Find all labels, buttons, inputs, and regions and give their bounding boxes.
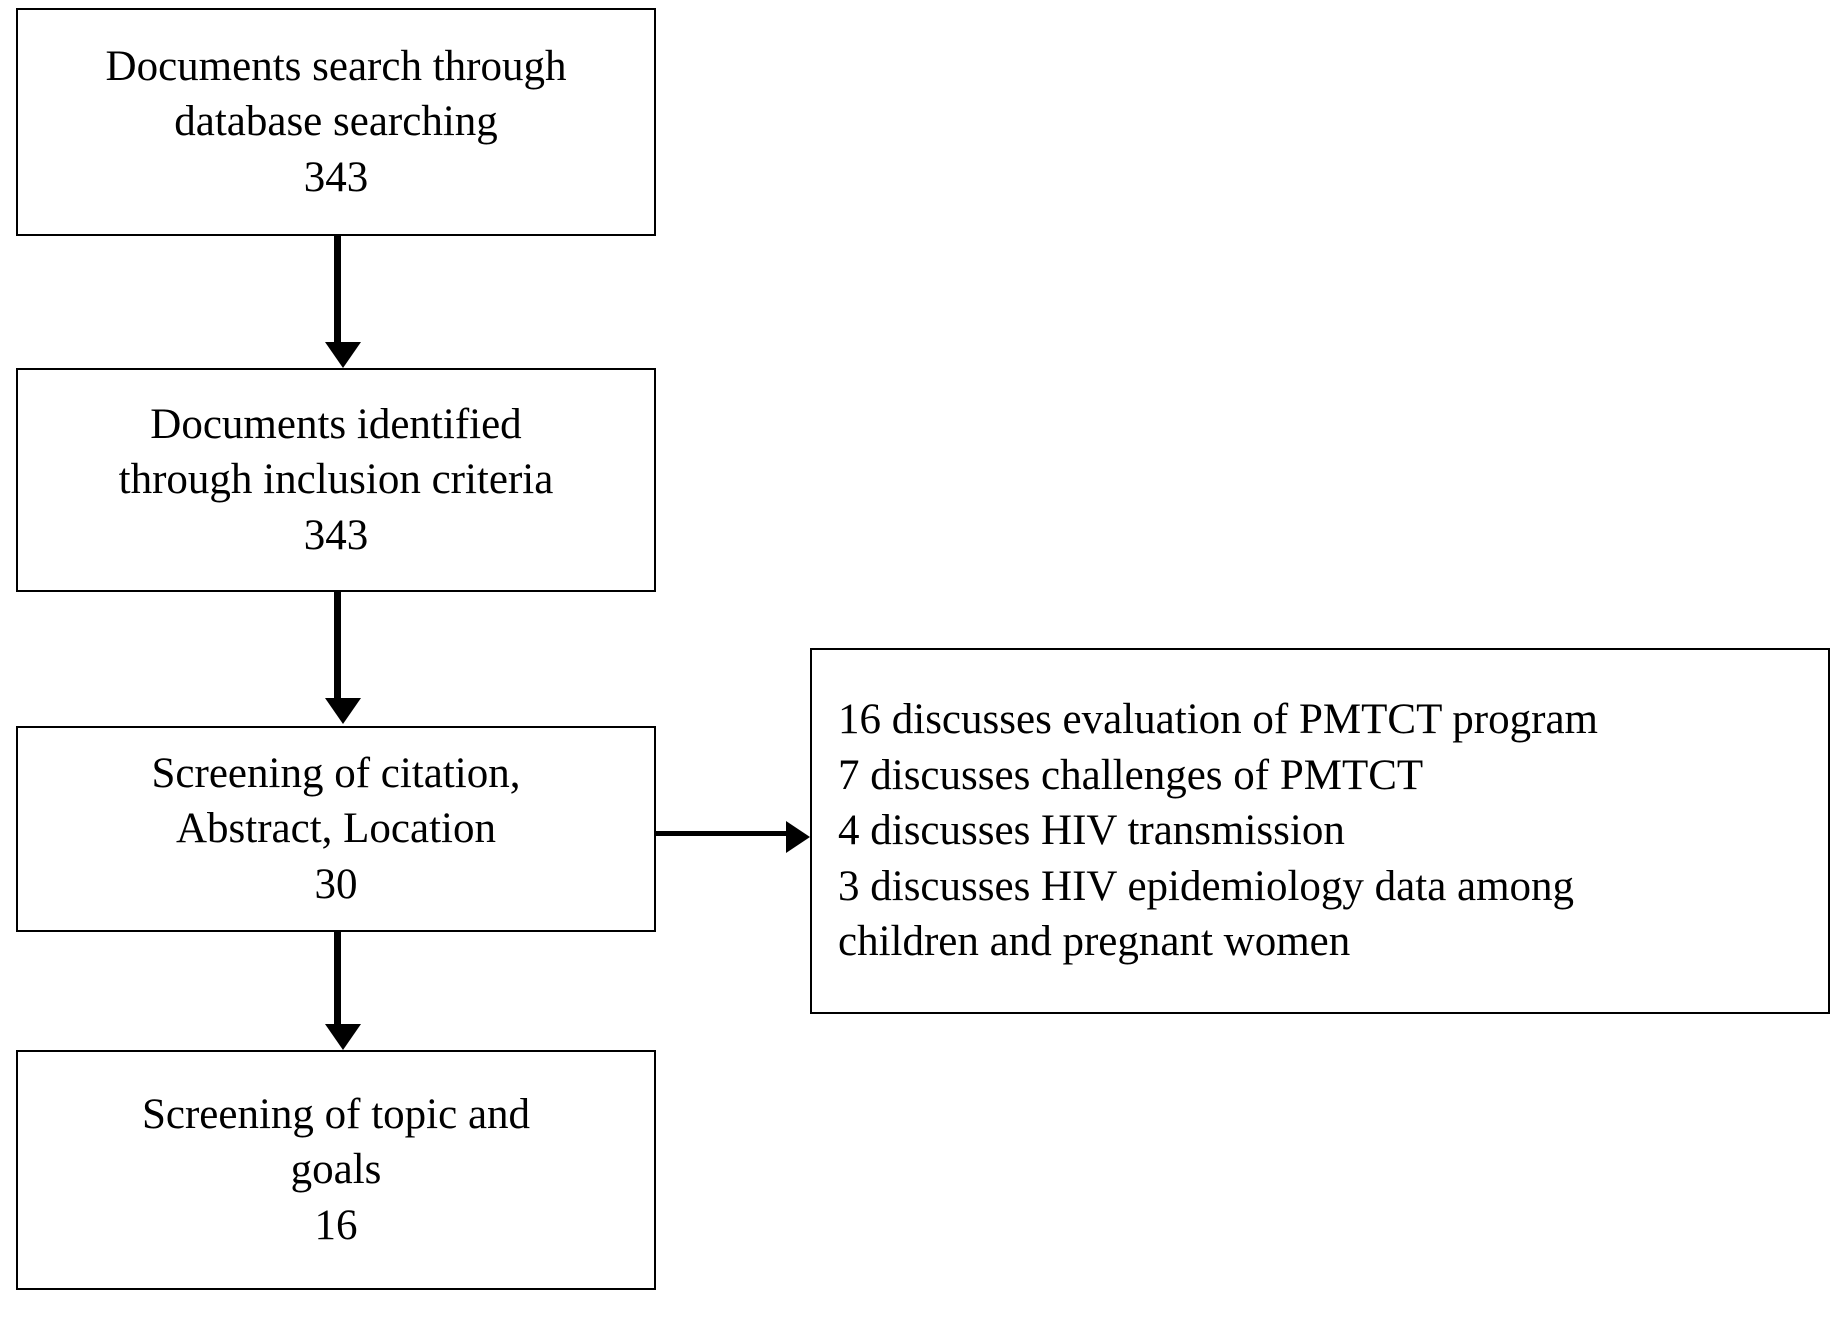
arrow-screening-citation-to-screening-topic [334,932,341,1030]
node-screening-topic-count: 16 [314,1201,358,1249]
arrow-screening-citation-to-breakdown [656,831,788,836]
node-screening-topic-line-1: Screening of topic and [141,1091,531,1139]
node-screening-topic [16,1050,656,1290]
node-documents-identified-line-1: Documents identified [150,401,522,449]
node-screening-topic-line-2: goals [290,1146,382,1194]
node-screening-citation-line-2: Abstract, Location [175,805,496,853]
node-documents-identified-count: 343 [303,511,369,559]
node-breakdown-line-5: children and pregnant women [838,918,1351,966]
node-breakdown [810,648,1830,1014]
node-documents-search-line-1: Documents search through [105,43,567,91]
node-documents-identified-line-2: through inclusion criteria [118,456,554,504]
node-documents-search-count: 343 [303,153,369,201]
node-breakdown-line-1: 16 discusses evaluation of PMTCT program [838,696,1598,744]
node-breakdown-line-4: 3 discusses HIV epidemiology data among [838,862,1575,910]
node-screening-citation-count: 30 [314,860,358,908]
node-documents-identified [16,368,656,592]
node-documents-search [16,8,656,236]
node-screening-citation-line-1: Screening of citation, [151,750,521,798]
node-documents-search-line-2: database searching [174,98,498,146]
arrow-search-to-identified [334,236,341,348]
node-breakdown-line-3: 4 discusses HIV transmission [838,807,1345,855]
node-breakdown-line-2: 7 discusses challenges of PMTCT [838,751,1424,799]
node-screening-citation [16,726,656,932]
arrow-identified-to-screening-citation [334,592,341,704]
